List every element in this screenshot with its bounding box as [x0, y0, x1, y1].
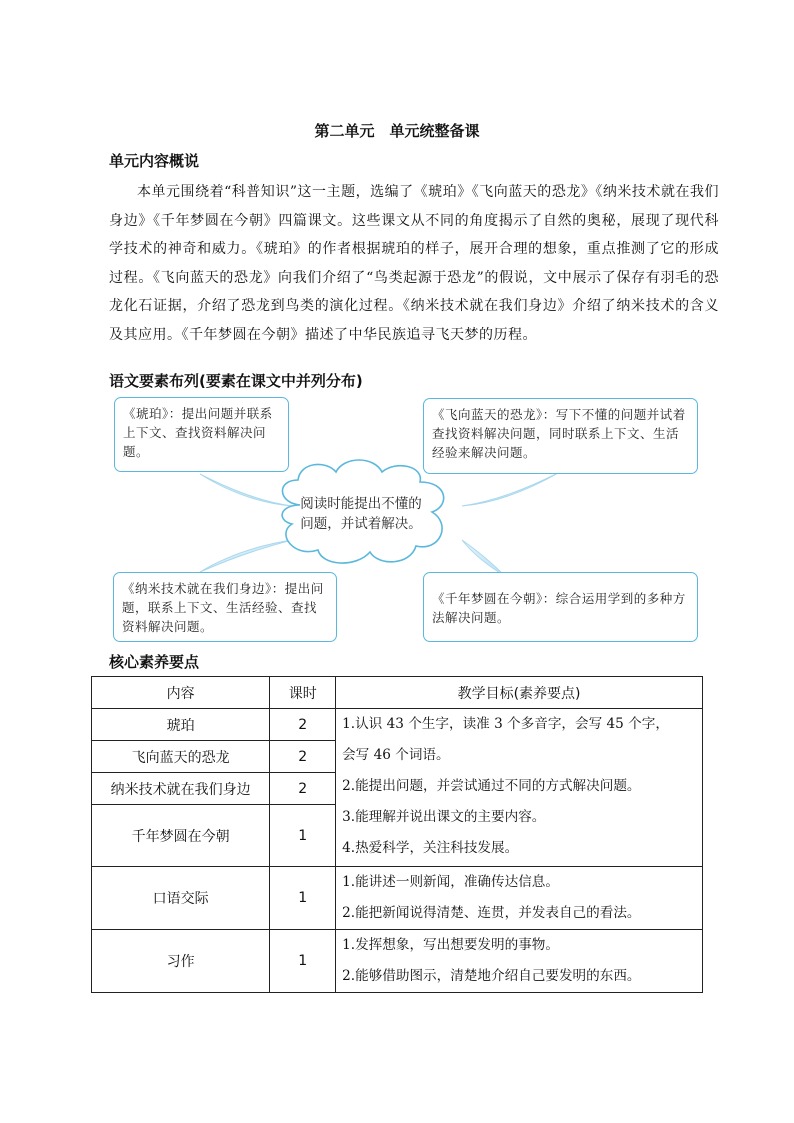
section-heading-elements: 语文要素布列(要素在课文中并列分布): [109, 372, 363, 390]
box-dinosaur: 《飞向蓝天的恐龙》：写下不懂的问题并试着查找资料解决问题，同时联系上下文、生活经验来解决问题。: [423, 398, 698, 474]
goals-cell-reading: [336, 709, 703, 867]
content-cell: 千年梦圆在今朝: [92, 805, 270, 867]
connector-petal-bottom-right: [462, 540, 505, 576]
header-goals: 教学目标(素养要点): [336, 677, 703, 709]
hours-cell: 1: [270, 930, 336, 993]
goals-cell-oral: [336, 867, 703, 930]
header-content: 内容: [92, 677, 270, 709]
hours-cell: 2: [270, 709, 336, 741]
goal-line: 会写 46 个词语。: [342, 747, 450, 763]
goal-line: 1.能讲述一则新闻，准确传达信息。: [342, 874, 559, 890]
content-cell: 口语交际: [92, 867, 270, 930]
goal-line: 2.能提出问题，并尝试通过不同的方式解决问题。: [342, 778, 641, 794]
connector-petal-top-left: [200, 474, 292, 506]
content-cell: 飞向蓝天的恐龙: [92, 741, 270, 773]
box-space-dream: 《千年梦圆在今朝》：综合运用学到的多种方法解决问题。: [423, 572, 698, 642]
table-row: [92, 709, 703, 741]
hours-cell: 2: [270, 741, 336, 773]
section-heading-core: 核心素养要点: [109, 653, 200, 671]
box-amber: 《琥珀》：提出问题并联系上下文、查找资料解决问题。: [114, 397, 289, 472]
hours-cell: 1: [270, 805, 336, 867]
overview-paragraph: 本单元围绕着“科普知识”这一主题，选编了《琥珀》《飞向蓝天的恐龙》《纳米技术就在我们身边》《千年梦圆在今朝》四篇课文。这些课文从不同的角度揭示了自然的奥秘，展现了现代科学技术的神奇和威力。《琥珀》的作者根据琥珀的样子，展开合理的想象，重点推测了它的形成过程。《飞向蓝天的恐龙》向我们介绍了“鸟类起源于恐龙”的假说，文中展示了保存有羽毛的恐龙化石证据，介绍了恐龙到鸟类的演化过程。《纳米技术就在我们身边》介绍了纳米技术的含义及其应用。《千年梦圆在今朝》描述了中华民族追寻飞天梦的历程。: [109, 184, 719, 343]
center-text: 阅读时能提出不懂的问题，并试着解决。: [300, 496, 422, 532]
hours-cell: 2: [270, 773, 336, 805]
section-heading-overview: 单元内容概说: [109, 152, 200, 170]
connector-petal-bottom-left: [200, 540, 292, 572]
goal-line: 2.能把新闻说得清楚、连贯，并发表自己的看法。: [342, 905, 641, 921]
goal-line: 1.发挥想象，写出想要发明的事物。: [342, 937, 559, 953]
content-cell: 习作: [92, 930, 270, 993]
page-title: 第二单元 单元统整备课: [314, 122, 480, 140]
goals-cell-writing: [336, 930, 703, 993]
box-nanotech: 《纳米技术就在我们身边》：提出问题，联系上下文、生活经验、查找资料解决问题。: [113, 572, 337, 642]
table-row: [92, 930, 703, 993]
content-cell: 纳米技术就在我们身边: [92, 773, 270, 805]
goal-line: 3.能理解并说出课文的主要内容。: [342, 809, 546, 825]
goal-line: 1.认识 43 个生字，读准 3 个多音字，会写 45 个字，: [342, 716, 669, 732]
connector-petal-top-right: [462, 472, 560, 506]
hours-cell: 1: [270, 867, 336, 930]
goal-line: 4.热爱科学，关注科技发展。: [342, 840, 519, 856]
content-cell: 琥珀: [92, 709, 270, 741]
goal-line: 2.能够借助图示，清楚地介绍自己要发明的东西。: [342, 968, 641, 984]
header-hours: 课时: [270, 677, 336, 709]
core-literacy-table: [91, 676, 703, 993]
table-row: [92, 867, 703, 930]
table-header-row: [92, 677, 703, 709]
